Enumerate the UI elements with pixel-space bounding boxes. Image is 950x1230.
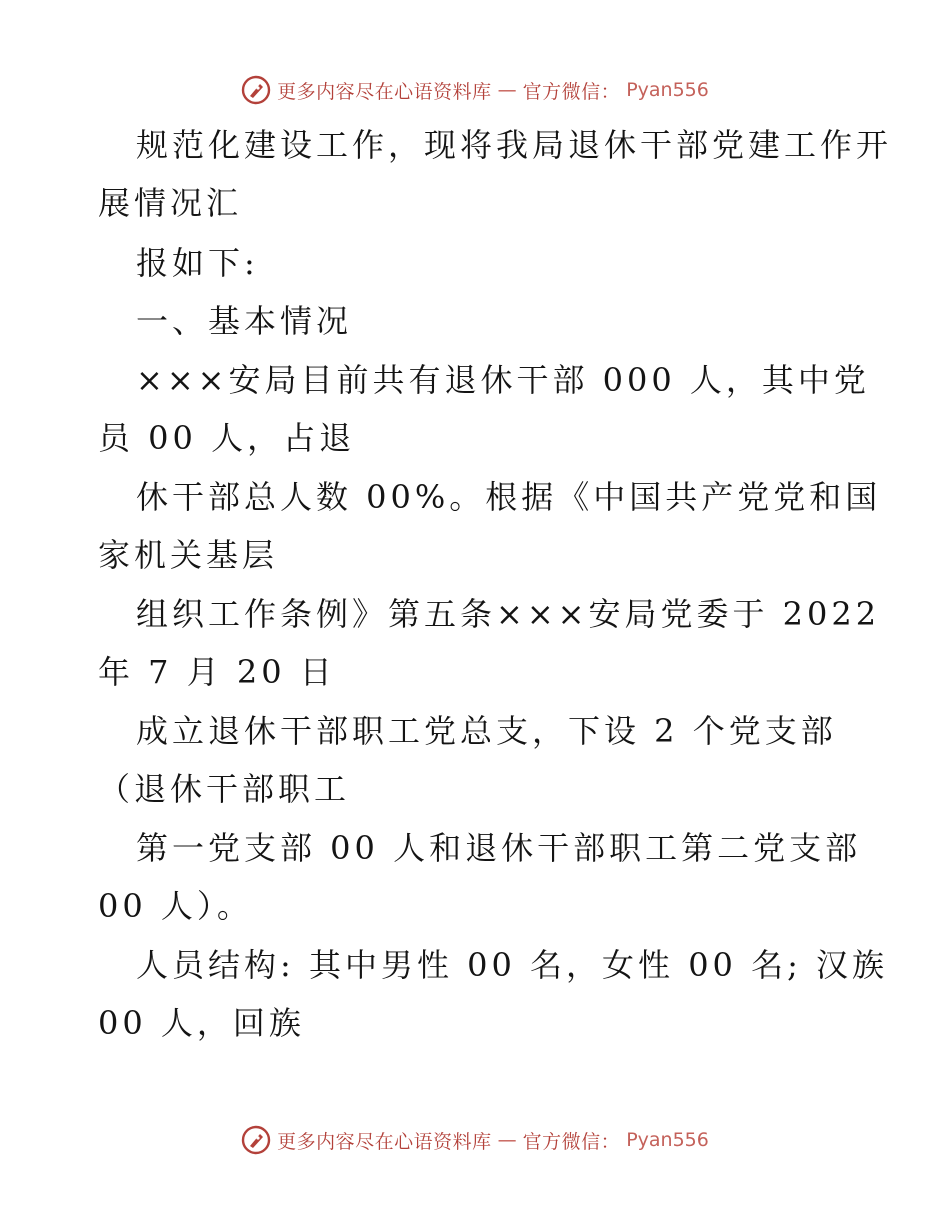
watermark-wechat-id: Pyan556 [626,79,709,101]
body-line-15: 人员结构: 其中男性 00 名，女性 00 名; 汉族 [136,946,889,984]
watermark-text: 更多内容尽在心语资料库 [277,1130,492,1153]
watermark-wechat-label: 官方微信： [522,80,621,103]
body-line-10: 年 7 月 20 日 [98,653,336,691]
body-line-3: 报如下: [136,244,259,282]
body-line-8: 家机关基层 [98,536,279,574]
body-line-13: 第一党支部 00 人和退休干部职工第二党支部 [136,829,862,867]
pen-nib-logo-icon [241,1125,271,1155]
body-line-12: （退休干部职工 [98,770,351,808]
watermark-separator: — [497,1129,517,1151]
body-line-14: 00 人）。 [98,887,253,925]
body-line-16: 00 人，回族 [98,1004,305,1042]
body-line-7: 休干部总人数 00%。根据《中国共产党党和国 [136,478,882,516]
section-heading-basic-info: 一、基本情况 [136,302,353,340]
body-line-5: ×××安局目前共有退休干部 000 人，其中党 [136,361,870,399]
body-line-6: 员 00 人，占退 [98,419,356,457]
watermark-wechat-id: Pyan556 [626,1129,709,1151]
watermark-wechat-label: 官方微信： [522,1130,621,1153]
pen-nib-logo-icon [241,75,271,105]
watermark-text: 更多内容尽在心语资料库 [277,80,492,103]
watermark-separator: — [497,79,517,101]
body-line-9: 组织工作条例》第五条×××安局党委于 2022 [136,595,881,633]
watermark-header [0,73,950,107]
body-line-11: 成立退休干部职工党总支，下设 2 个党支部 [136,712,837,750]
body-line-2: 展情况汇 [98,184,243,222]
body-line-1: 规范化建设工作，现将我局退休干部党建工作开 [136,126,893,164]
watermark-footer [0,1123,950,1157]
